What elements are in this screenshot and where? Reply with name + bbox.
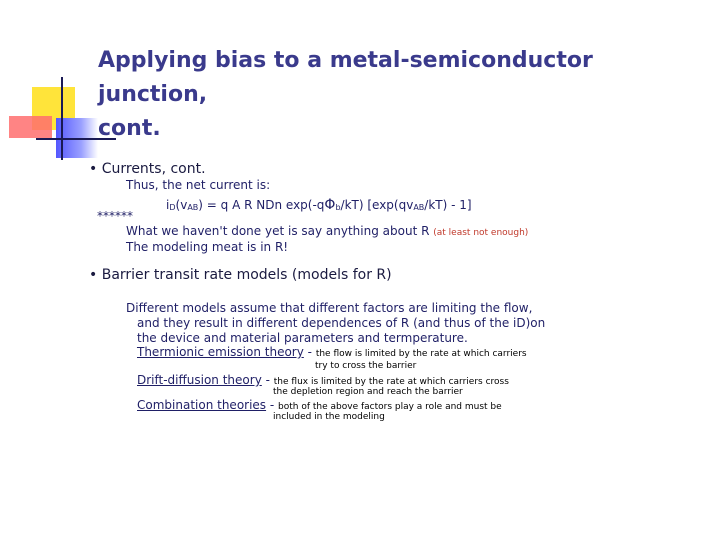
logo-vertical-line (61, 77, 63, 160)
r-line-1 (126, 224, 528, 238)
formula-phi: Φ (324, 197, 336, 213)
drift-desc-2: the depletion region and reach the barrier (273, 387, 463, 397)
drift-dash: - (261, 373, 274, 387)
drift-row (137, 373, 509, 387)
net-current-intro: Thus, the net current is: (126, 178, 271, 192)
stars-separator: ****** (97, 209, 133, 223)
formula-sub-ab: AB (187, 203, 199, 212)
thermionic-desc-2: try to cross the barrier (315, 361, 417, 371)
combo-desc-2: included in the modeling (273, 412, 385, 422)
page-title (98, 44, 708, 146)
bullet-transit-models: • Barrier transit rate models (models for R) (89, 267, 392, 283)
r-line-2: The modeling meat is in R! (126, 240, 289, 254)
combo-desc-1: both of the above factors play a role and must be (278, 402, 502, 412)
r-line-1-text: What we haven't done yet is say anything about R (126, 224, 430, 238)
formula-part-4: /kT) - 1] (424, 198, 472, 212)
models-line-1: Different models assume that different factors are limiting the flow, (126, 301, 533, 315)
formula-sub-ab-2: AB (413, 203, 425, 212)
thermionic-desc-1: the flow is limited by the rate at which carriers (315, 349, 527, 359)
combo-row (137, 398, 502, 412)
formula-sub-d: D (169, 203, 176, 212)
formula-part-3: /kT) [exp(qv (340, 198, 414, 212)
title-line-1: Applying bias to a metal-semiconductor junction, (98, 48, 593, 107)
models-line-3: the device and material parameters and termperature. (137, 331, 468, 345)
r-line-1-note: (at least not enough) (433, 228, 529, 238)
thermionic-label: Thermionic emission theory (137, 345, 304, 359)
combo-dash: - (266, 398, 279, 412)
formula-part-1: (v (175, 198, 188, 212)
combo-label: Combination theories (137, 398, 267, 412)
thermionic-row (137, 345, 527, 359)
logo-red-bar (9, 116, 52, 138)
models-line-2: and they result in different dependences of R (and thus of the iD)on (137, 316, 546, 330)
formula-part-2: ) = q A R NDn exp(-q (198, 198, 325, 212)
drift-label: Drift-diffusion theory (137, 373, 262, 387)
bullet-currents: • Currents, cont. (89, 161, 206, 177)
formula-sub-b: b (335, 203, 341, 212)
current-formula (166, 197, 472, 213)
thermionic-dash: - (303, 345, 316, 359)
formula-prefix: i (166, 198, 170, 212)
title-line-2: cont. (98, 116, 161, 141)
drift-desc-1: the flux is limited by the rate at which carriers cross (273, 377, 509, 387)
